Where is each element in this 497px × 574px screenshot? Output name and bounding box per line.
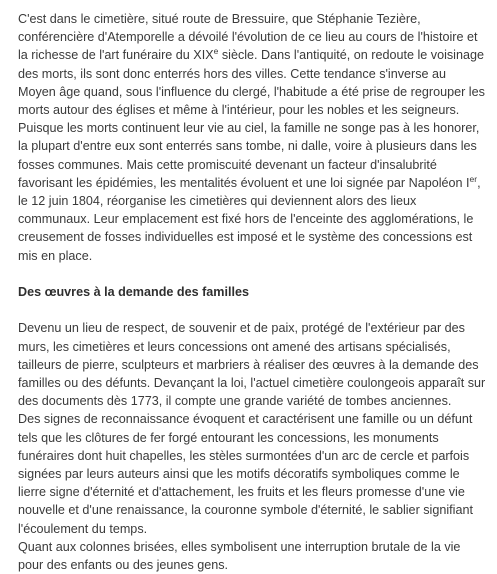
body-paragraph-2: Des signes de reconnaissance évoquent et caractérisent une famille ou un défunt tels que les clôtures de fer forgé entourant les concessions, les monuments funéraires dont huit chapelles, les stèles surmontées d'un arc de cercle et parfois signées par leurs auteurs ainsi que les motifs décoratifs symboliques comme le lierre signe d'éternité et d'attachement, les fruits et les fleurs promesse d'une vie nouvelle et d'une renaissance, la couronne symbole d'éternité, le sablier signifiant l'écoulement du temps. (18, 412, 473, 536)
century-superscript: e (213, 46, 219, 57)
spacer (18, 265, 487, 283)
body-paragraph-1: Devenu un lieu de respect, de souvenir et de paix, protégé de l'extérieur par des murs, les cimetières et leurs concessions ont amené des artisans spécialisés, tailleurs de pierre, sculpteurs et marbriers à réaliser des œuvres à la demande des familles ou des défunts. Devançant la loi, l'actuel cimetière coulongeois apparaît sur des documents dès 1773, il compte une grande variété de tombes anciennes. (18, 321, 486, 409)
spacer (18, 301, 487, 319)
ordinal-superscript: er (469, 173, 478, 184)
intro-text-1a: C'est dans le cimetière, situé route de Bressuire, que Stéphanie Tezière, conférencière d'Atemporelle a dévoilé l'évolution de ce lieu au cours de l'histoire et la richesse de l'art funéraire du XIX (18, 12, 478, 63)
body-paragraph-3: Quant aux colonnes brisées, elles symbolisent une interruption brutale de la vie pour des enfants ou des jeunes gens. (18, 539, 461, 573)
intro-text-2a: Puisque les morts continuent leur vie au ciel, la famille ne songe pas à les honorer, la plupart d'entre eux sont enterrés sans tombe, ni dalle, voire à plusieurs dans les fosses communes. Mais cette promiscuité devenant un facteur d'insalubrité favorisant les épidémies, les mentalités évoluent et une loi signée par Napoléon I (18, 121, 480, 190)
intro-paragraph-1 (18, 0, 487, 119)
intro-text-1b: siècle. Dans l'antiquité, on redoute le voisinage des morts, ils sont donc enterrés hors des villes. Cette tendance s'inverse au Moyen âge quand, sous l'influence du clergé, l'habitude a été prise de regrouper les morts autour des églises et même à l'intérieur, pour les nobles et les seigneurs. (18, 48, 485, 118)
section-heading: Des œuvres à la demande des familles (18, 285, 249, 300)
intro-paragraph-2 (18, 119, 487, 265)
intro-text-2b: , le 12 juin 1804, réorganise les cimetières qui deviennent alors des lieux communaux. Leur emplacement est fixé hors de l'enceinte des agglomérations, le creusement de fosses individuelles est imposé et le système des concessions est mis en place. (18, 175, 481, 263)
